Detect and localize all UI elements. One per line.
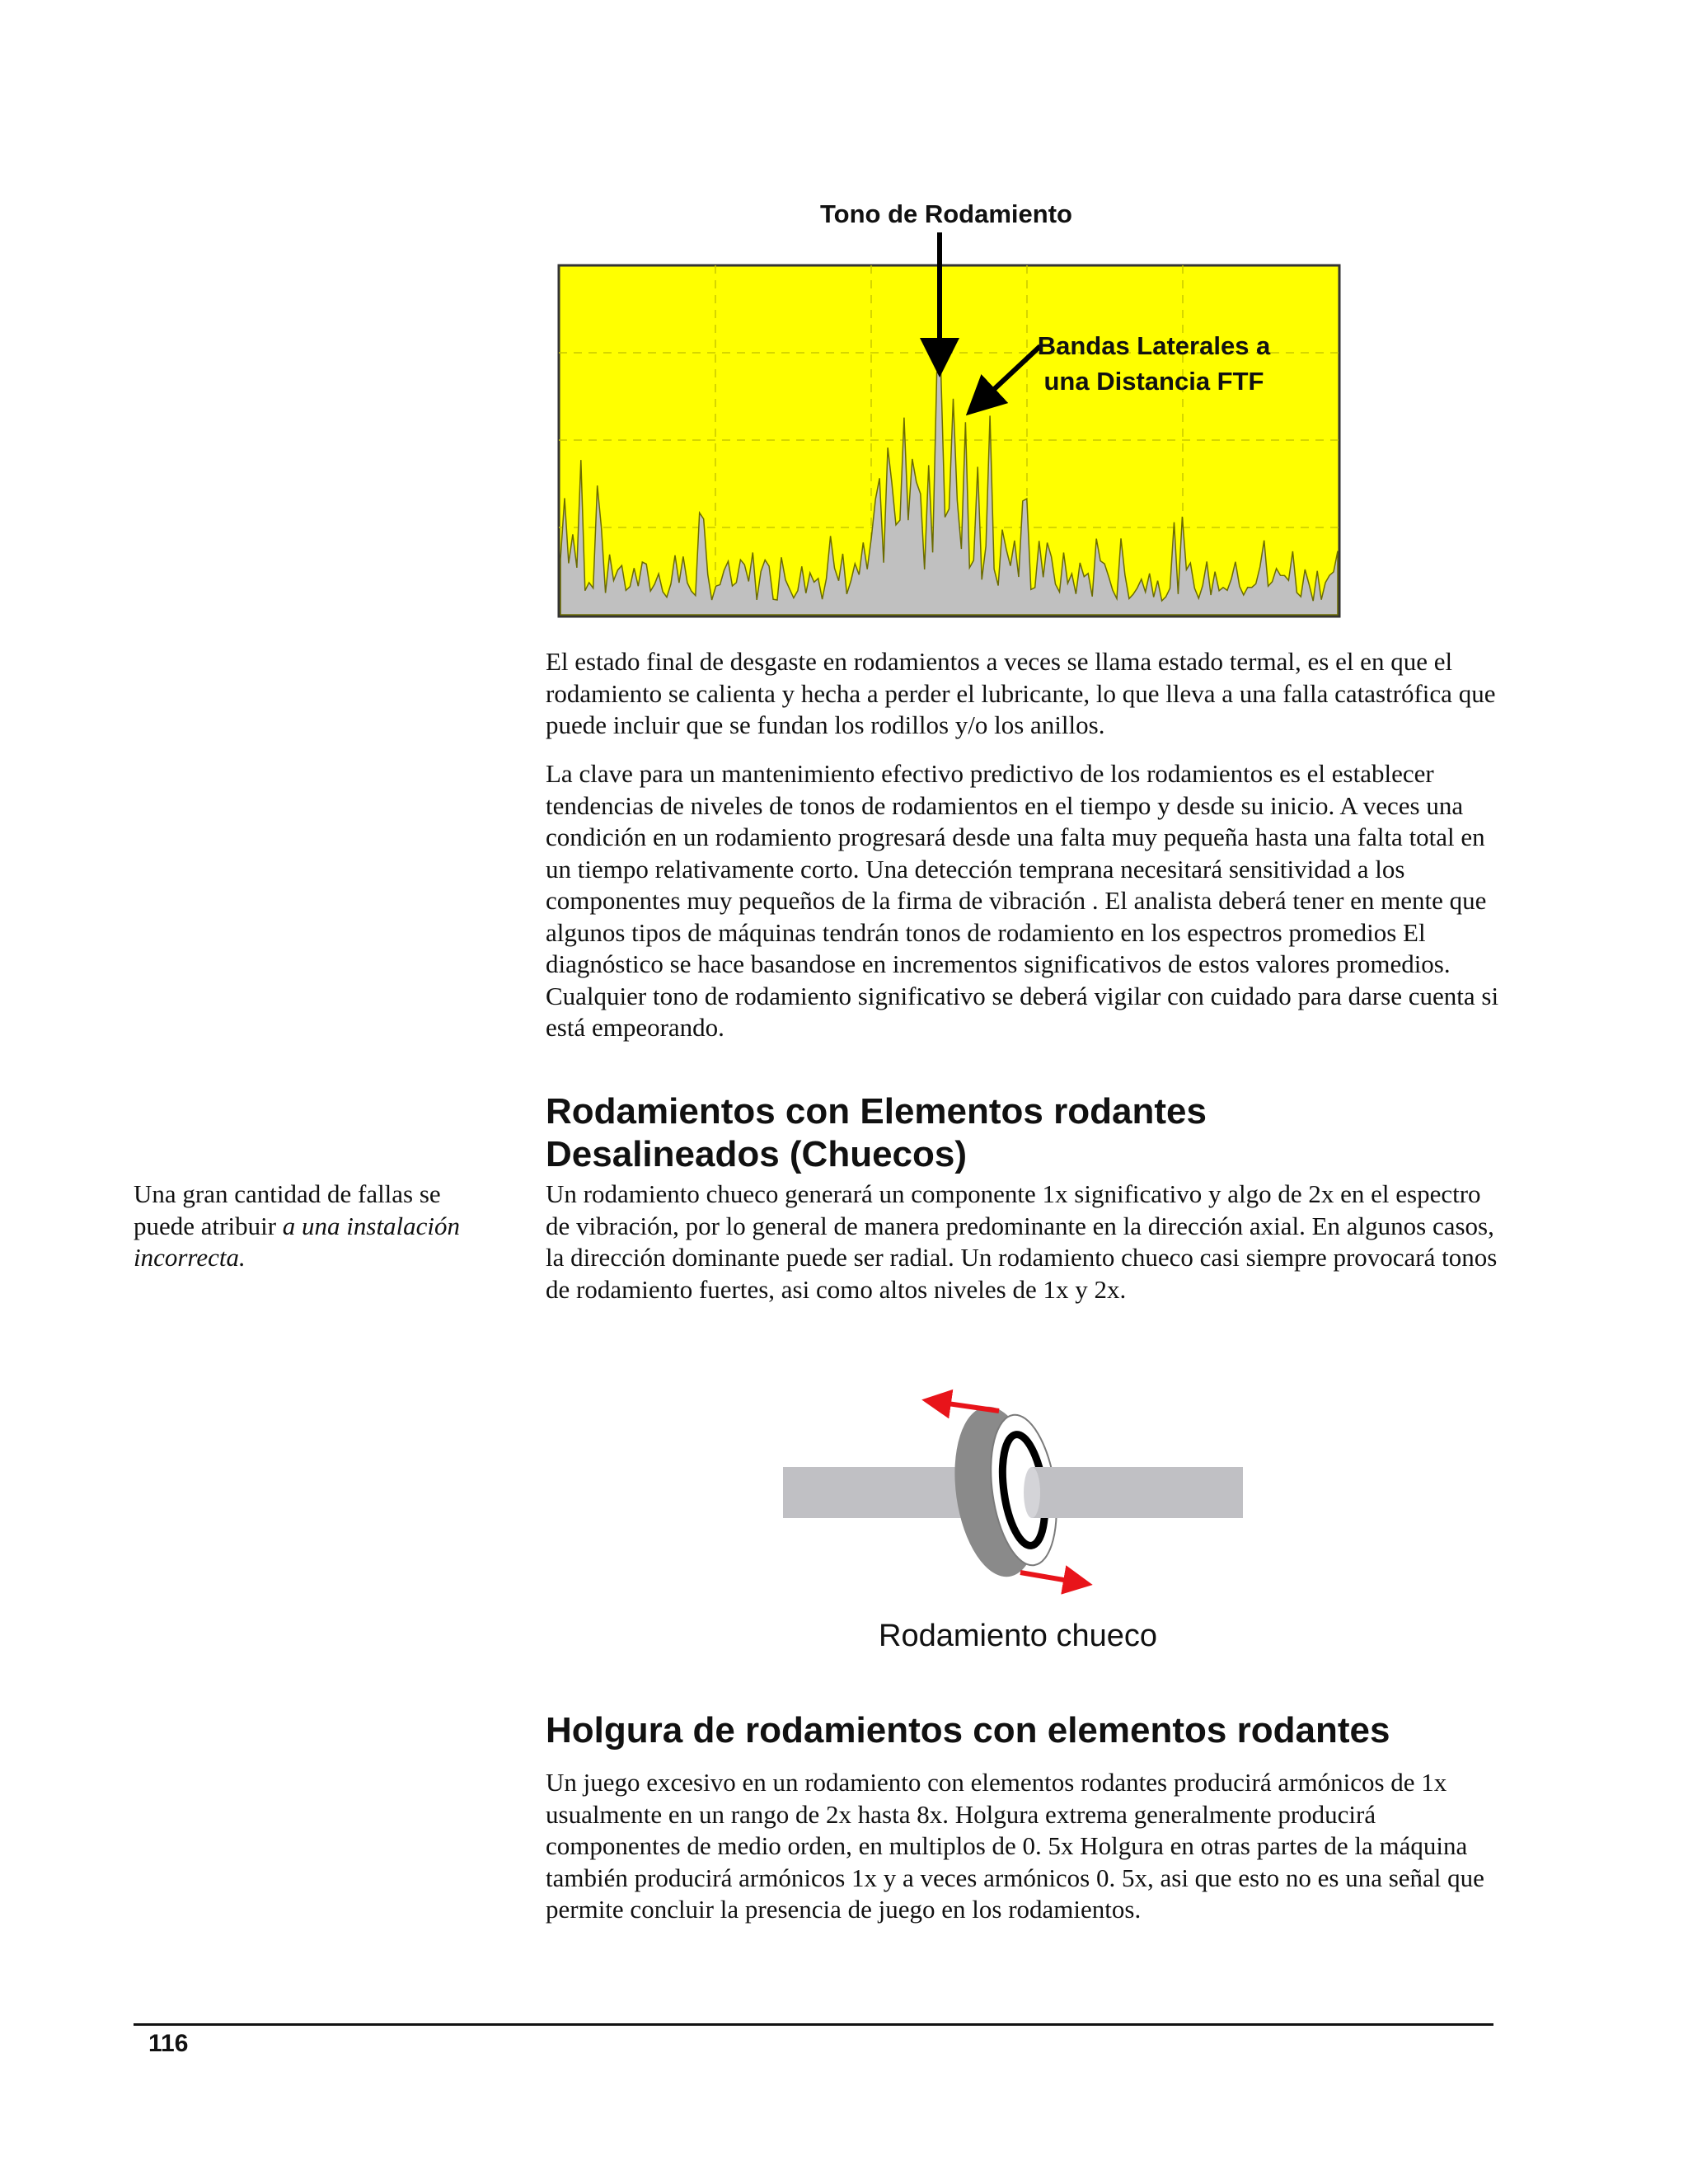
page-number: 116 — [148, 2030, 189, 2057]
margin-note-italic: a una instalación incorrecta. — [134, 1211, 461, 1272]
margin-note — [134, 1179, 504, 1274]
shaft-left — [783, 1467, 966, 1518]
heading-misaligned-bearings — [546, 1090, 1207, 1176]
paragraph-thermal-state: El estado final de desgaste en rodamientos a veces se llama estado termal, es el en que el rodamiento se calienta y hecha a perder el lubricante, lo que lleva a una falla catastrófica que puede incluir que se fundan los rodillos y/o los anillos. — [546, 647, 1496, 739]
tone-label: Tono de Rodamiento — [820, 199, 1072, 228]
heading-misaligned-line2: Desalineados (Chuecos) — [546, 1134, 968, 1174]
cocked-bearing-figure — [775, 1376, 1269, 1599]
margin-note-text: Una gran cantidad de fallas se puede atribuir — [134, 1179, 441, 1240]
tilt-arrow-bottom — [1020, 1572, 1078, 1582]
heading-looseness: Holgura de rodamientos con elementos rodantes — [546, 1710, 1390, 1750]
bearing-caption: Rodamiento chueco — [879, 1619, 1157, 1653]
heading-misaligned-line1: Rodamientos con Elementos rodantes — [546, 1091, 1207, 1132]
paragraph-trending: La clave para un mantenimiento efectivo predictivo de los rodamientos es el establecer tendencias de niveles de tonos de rodamientos en el tiempo y desde su inicio. A veces una condición en un rodamiento progresará desde una falta muy pequeña hasta una falta total en un tiempo relativamente corto. Una detección temprana necesitará sensitividad a los componentes muy pequeños de la firma de vibración . El analista deberá tener en mente que algunos tipos de máquinas tendrán tonos de rodamiento en los espectros promedios El diagnóstico se hace basandose en incrementos significativos de estos valores promedios. Cualquier tono de rodamiento significativo se deberá vigilar con cuidado para darse cuenta si está empeorando. — [546, 759, 1499, 1042]
tilt-arrow-top — [936, 1402, 999, 1411]
paragraph-looseness: Un juego excesivo en un rodamiento con elementos rodantes producirá armónicos de 1x usualmente en un rango de 2x hasta 8x. Holgura extrema generalmente producirá componentes de medio orden, en multiplos de 0. 5x Holgura en otras partes de la máquina también producirá armónicos 1x y a veces armónicos 0. 5x, asi que esto no es una señal que permite concluir la presencia de juego en los rodamientos. — [546, 1768, 1484, 1924]
shaft-end — [1024, 1467, 1040, 1518]
paragraph-misaligned: Un rodamiento chueco generará un componente 1x significativo y algo de 2x en el espectro de vibración, por lo general de manera predominante en la dirección axial. En algunos casos, la dirección dominante puede ser radial. Un rodamiento chueco casi siempre provocará tonos de rodamiento fuertes, asi como altos niveles de 1x y 2x. — [546, 1179, 1498, 1304]
sidebands-label-line2: una Distancia FTF — [1043, 367, 1264, 396]
shaft-right — [1032, 1467, 1243, 1518]
spectrum-figure — [528, 190, 1352, 626]
sidebands-label-line1: Bandas Laterales a — [1037, 331, 1271, 360]
footer-rule — [134, 2023, 1493, 2026]
